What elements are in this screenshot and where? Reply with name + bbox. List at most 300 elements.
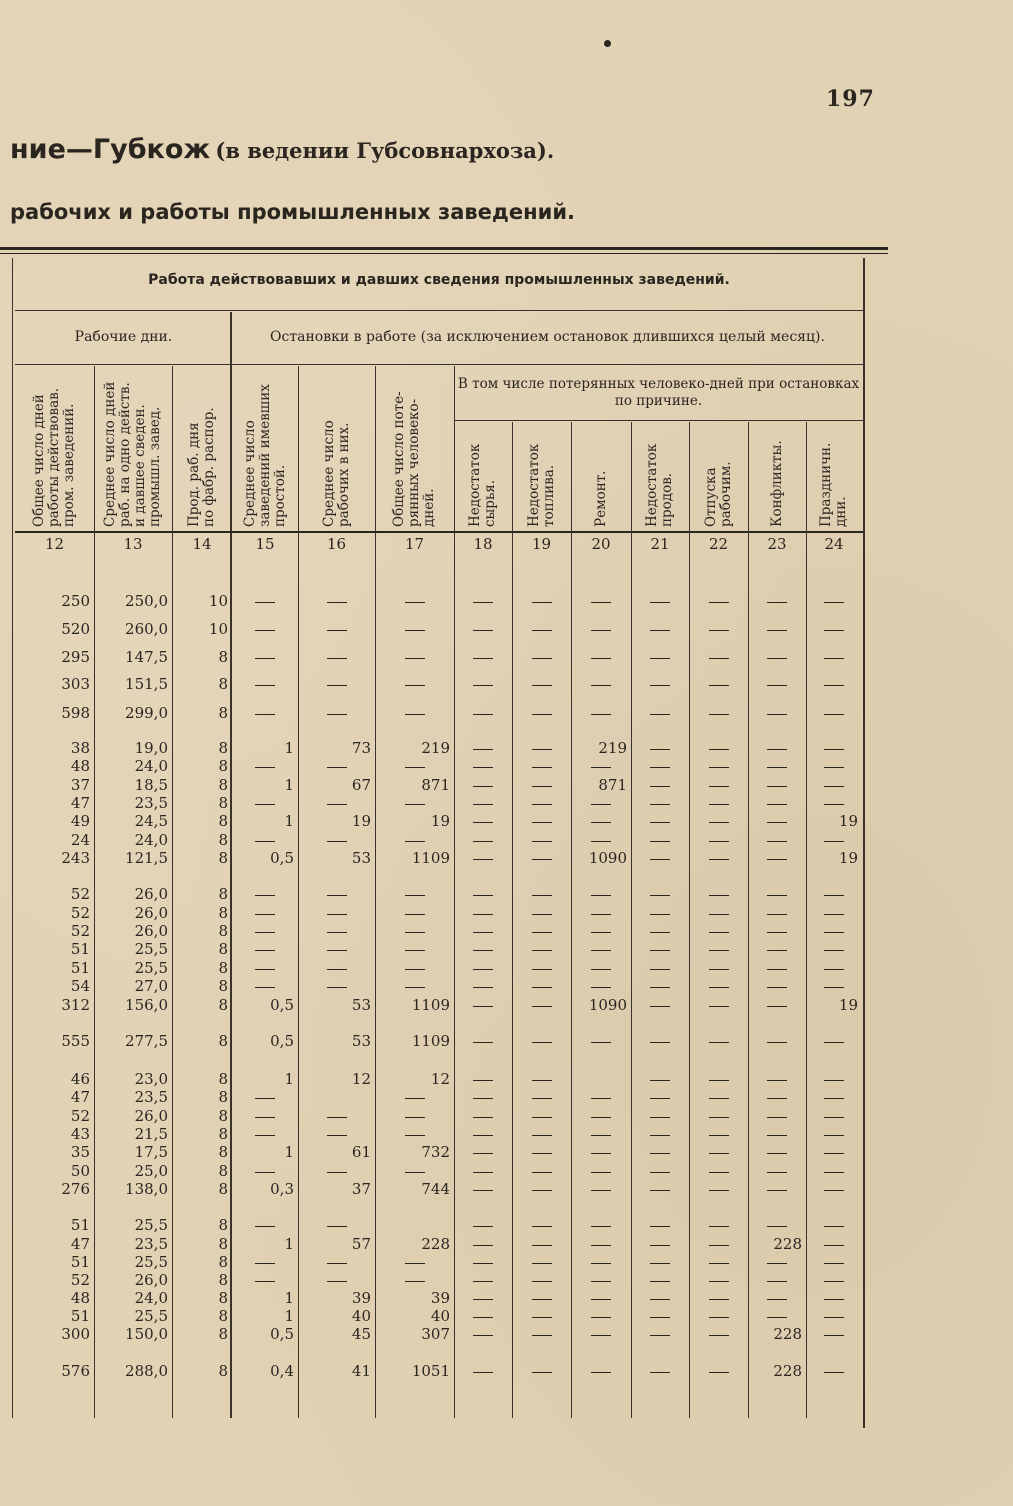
table-cell: 8 xyxy=(218,675,228,693)
dash-mark xyxy=(767,1098,787,1099)
table-cell: 277,5 xyxy=(125,1032,168,1050)
dash-mark xyxy=(709,786,729,787)
dash-mark xyxy=(591,1190,611,1191)
table-cell: 1 xyxy=(284,739,294,757)
dash-mark xyxy=(767,1042,787,1043)
dash-mark xyxy=(767,685,787,686)
table-cell: 47 xyxy=(70,1088,90,1106)
table-cell: 8 xyxy=(218,1325,228,1343)
dash-mark xyxy=(824,1372,844,1373)
dash-mark xyxy=(255,714,275,715)
table-cell: 8 xyxy=(218,704,228,722)
table-cell: 12 xyxy=(351,1070,371,1088)
column-header-line: работы действовав. xyxy=(46,387,62,527)
column-number: 15 xyxy=(255,535,275,553)
dash-mark xyxy=(767,749,787,750)
dash-mark xyxy=(473,1190,493,1191)
column-header-line: рабочих в них. xyxy=(335,422,352,527)
dash-mark xyxy=(532,1006,552,1007)
column-header-line: простой. xyxy=(271,464,288,527)
table-cell: 47 xyxy=(70,794,90,812)
dash-mark xyxy=(824,1190,844,1191)
dash-mark xyxy=(824,987,844,988)
table-cell: 1 xyxy=(284,1070,294,1088)
table-cell: 37 xyxy=(351,1180,371,1198)
dash-mark xyxy=(327,932,347,933)
table-cell: 25,5 xyxy=(134,959,168,977)
table-cell: 21,5 xyxy=(134,1125,168,1143)
dash-mark xyxy=(591,1117,611,1118)
table-cell: 24,0 xyxy=(134,831,168,849)
dash-mark xyxy=(327,602,347,603)
table-cell: 10 xyxy=(208,592,228,610)
table-cell: 8 xyxy=(218,776,228,794)
dash-mark xyxy=(255,685,275,686)
column-header-13 xyxy=(103,368,163,527)
dash-mark xyxy=(650,630,670,631)
ink-dot xyxy=(604,40,611,47)
dash-mark xyxy=(767,822,787,823)
dash-mark xyxy=(650,895,670,896)
dash-mark xyxy=(591,1299,611,1300)
dash-mark xyxy=(405,1263,425,1264)
column-header-line: рянных человеко- xyxy=(406,398,422,527)
dash-mark xyxy=(327,1172,347,1173)
column-number: 13 xyxy=(123,535,143,553)
column-header-line: Праздничн. xyxy=(818,442,834,527)
dash-mark xyxy=(591,1335,611,1336)
dash-mark xyxy=(824,1098,844,1099)
dash-mark xyxy=(327,987,347,988)
dash-mark xyxy=(709,895,729,896)
dash-mark xyxy=(591,1281,611,1282)
dash-mark xyxy=(473,1299,493,1300)
dash-mark xyxy=(767,1263,787,1264)
dash-mark xyxy=(473,1281,493,1282)
dash-mark xyxy=(767,1190,787,1191)
column-header-14 xyxy=(187,368,217,527)
dash-mark xyxy=(473,822,493,823)
dash-mark xyxy=(650,1281,670,1282)
column-number: 16 xyxy=(326,535,347,553)
dash-mark xyxy=(532,1226,552,1227)
dash-mark xyxy=(473,658,493,659)
dash-mark xyxy=(255,658,275,659)
dash-mark xyxy=(532,1299,552,1300)
group-working-days: Рабочие дни. xyxy=(74,329,173,345)
column-number: 21 xyxy=(650,535,670,553)
dash-mark xyxy=(405,969,425,970)
dash-mark xyxy=(532,914,552,915)
dash-mark xyxy=(591,1135,611,1136)
dash-mark xyxy=(824,914,844,915)
dash-mark xyxy=(473,932,493,933)
table-cell: 8 xyxy=(218,1032,228,1050)
table-cell: 25,5 xyxy=(134,1253,168,1271)
dash-mark xyxy=(824,1299,844,1300)
table-cell: 228 xyxy=(773,1235,802,1253)
dash-mark xyxy=(327,1281,347,1282)
table-cell: 228 xyxy=(773,1325,802,1343)
dash-mark xyxy=(650,932,670,933)
table-cell: 8 xyxy=(218,1271,228,1289)
table-cell: 0,5 xyxy=(270,849,294,867)
table-cell: 23,5 xyxy=(134,1088,168,1106)
dash-mark xyxy=(473,841,493,842)
dash-mark xyxy=(767,1226,787,1227)
table-cell: 18,5 xyxy=(134,776,168,794)
group-underline xyxy=(15,364,863,365)
table-cell: 8 xyxy=(218,1253,228,1271)
table-cell: 1 xyxy=(284,1307,294,1325)
column-number: 14 xyxy=(192,535,212,553)
title-note: (в ведении Губсовнархоза). xyxy=(215,138,555,163)
dash-mark xyxy=(709,767,729,768)
dash-mark xyxy=(255,804,275,805)
dash-mark xyxy=(767,1299,787,1300)
dash-mark xyxy=(767,786,787,787)
table-cell: 156,0 xyxy=(125,996,168,1014)
table-cell: 52 xyxy=(70,904,90,922)
table-cell: 51 xyxy=(70,1307,90,1325)
dash-mark xyxy=(767,1135,787,1136)
table-cell: 24,0 xyxy=(134,757,168,775)
table-cell: 8 xyxy=(218,959,228,977)
dash-mark xyxy=(473,1372,493,1373)
table-cell: 25,0 xyxy=(134,1162,168,1180)
dash-mark xyxy=(709,1335,729,1336)
table-cell: 51 xyxy=(70,959,90,977)
dash-mark xyxy=(532,969,552,970)
table-cell: 67 xyxy=(351,776,371,794)
table-cell: 23,5 xyxy=(134,794,168,812)
dash-mark xyxy=(709,1281,729,1282)
dash-mark xyxy=(473,1317,493,1318)
dash-mark xyxy=(532,1317,552,1318)
table-cell: 24 xyxy=(70,831,90,849)
dash-mark xyxy=(473,749,493,750)
column-divider-22 xyxy=(689,422,690,1418)
dash-mark xyxy=(327,1135,347,1136)
dash-mark xyxy=(709,1317,729,1318)
table-cell: 8 xyxy=(218,739,228,757)
table-cell: 8 xyxy=(218,794,228,812)
table-cell: 0,5 xyxy=(270,1325,294,1343)
dash-mark xyxy=(650,1135,670,1136)
table-cell: 250 xyxy=(61,592,90,610)
column-header-23 xyxy=(770,424,785,527)
dash-mark xyxy=(591,969,611,970)
dash-mark xyxy=(824,1317,844,1318)
table-cell: 295 xyxy=(61,648,90,666)
table-cell: 23,5 xyxy=(134,1235,168,1253)
dash-mark xyxy=(473,1042,493,1043)
dash-mark xyxy=(327,895,347,896)
dash-mark xyxy=(473,804,493,805)
dash-mark xyxy=(709,1098,729,1099)
column-header-line: Недостаток xyxy=(525,443,542,527)
table-cell: 0,5 xyxy=(270,996,294,1014)
dash-mark xyxy=(767,987,787,988)
dash-mark xyxy=(709,630,729,631)
dash-mark xyxy=(824,1245,844,1246)
dash-mark xyxy=(709,1117,729,1118)
column-header-line: Общее число дней xyxy=(31,394,47,527)
table-cell: 49 xyxy=(70,812,90,830)
dash-mark xyxy=(532,1098,552,1099)
table-cell: 27,0 xyxy=(134,977,168,995)
table-cell: 219 xyxy=(598,739,627,757)
dash-mark xyxy=(255,1263,275,1264)
table-cell: 37 xyxy=(70,776,90,794)
table-cell: 26,0 xyxy=(134,904,168,922)
dash-mark xyxy=(709,950,729,951)
table-cell: 744 xyxy=(421,1180,450,1198)
dash-mark xyxy=(824,630,844,631)
table-cell: 73 xyxy=(351,739,371,757)
dash-mark xyxy=(824,895,844,896)
table-border-right xyxy=(863,258,865,1428)
dash-mark xyxy=(532,841,552,842)
dash-mark xyxy=(532,1372,552,1373)
table-cell: 1 xyxy=(284,812,294,830)
dash-mark xyxy=(650,1245,670,1246)
table-cell: 51 xyxy=(70,940,90,958)
dash-mark xyxy=(327,969,347,970)
table-cell: 8 xyxy=(218,904,228,922)
dash-mark xyxy=(532,786,552,787)
table-cell: 24,0 xyxy=(134,1289,168,1307)
dash-mark xyxy=(824,1117,844,1118)
header-bottom-rule xyxy=(15,531,863,533)
dash-mark xyxy=(709,1042,729,1043)
dash-mark xyxy=(473,1098,493,1099)
column-header-19 xyxy=(527,424,557,527)
dash-mark xyxy=(255,969,275,970)
column-number: 19 xyxy=(531,535,552,553)
table-cell: 26,0 xyxy=(134,1271,168,1289)
table-cell: 150,0 xyxy=(125,1325,168,1343)
dash-mark xyxy=(824,1281,844,1282)
table-cell: 52 xyxy=(70,1107,90,1125)
dash-mark xyxy=(473,1263,493,1264)
dash-mark xyxy=(650,1080,670,1081)
group-reasons: В том числе потерянных человеко-дней при остановках по причине. xyxy=(457,376,860,409)
table-cell: 299,0 xyxy=(125,704,168,722)
dash-mark xyxy=(327,685,347,686)
column-header-24 xyxy=(819,424,849,527)
table-cell: 250,0 xyxy=(125,592,168,610)
dash-mark xyxy=(709,1080,729,1081)
column-number: 18 xyxy=(473,535,493,553)
dash-mark xyxy=(327,841,347,842)
dash-mark xyxy=(473,950,493,951)
dash-mark xyxy=(767,1317,787,1318)
column-divider-23 xyxy=(748,422,749,1418)
table-cell: 871 xyxy=(421,776,450,794)
dash-mark xyxy=(767,914,787,915)
dash-mark xyxy=(591,767,611,768)
table-cell: 53 xyxy=(351,1032,371,1050)
table-cell: 8 xyxy=(218,831,228,849)
dash-mark xyxy=(767,950,787,951)
column-header-line: Среднее число xyxy=(320,420,337,527)
dash-mark xyxy=(255,841,275,842)
dash-mark xyxy=(591,658,611,659)
table-cell: 8 xyxy=(218,849,228,867)
dash-mark xyxy=(650,1317,670,1318)
table-cell: 303 xyxy=(61,675,90,693)
dash-mark xyxy=(767,1080,787,1081)
table-cell: 51 xyxy=(70,1216,90,1234)
dash-mark xyxy=(824,950,844,951)
dash-mark xyxy=(591,932,611,933)
dash-mark xyxy=(709,1190,729,1191)
dash-mark xyxy=(709,1135,729,1136)
dash-mark xyxy=(473,1135,493,1136)
table-cell: 228 xyxy=(421,1235,450,1253)
table-cell: 228 xyxy=(773,1362,802,1380)
table-cell: 576 xyxy=(61,1362,90,1380)
table-cell: 151,5 xyxy=(125,675,168,693)
table-cell: 288,0 xyxy=(125,1362,168,1380)
dash-mark xyxy=(709,969,729,970)
table-cell: 26,0 xyxy=(134,922,168,940)
dash-mark xyxy=(709,658,729,659)
dash-mark xyxy=(473,1117,493,1118)
top-rule-thick xyxy=(0,247,888,250)
dash-mark xyxy=(824,932,844,933)
column-header-line: раб. на одно действ. xyxy=(117,382,133,527)
table-cell: 54 xyxy=(70,977,90,995)
dash-mark xyxy=(650,841,670,842)
dash-mark xyxy=(532,1335,552,1336)
table-cell: 8 xyxy=(218,1162,228,1180)
dash-mark xyxy=(327,950,347,951)
dash-mark xyxy=(650,786,670,787)
dash-mark xyxy=(532,658,552,659)
dash-mark xyxy=(405,932,425,933)
table-cell: 8 xyxy=(218,922,228,940)
table-cell: 17,5 xyxy=(134,1143,168,1161)
dash-mark xyxy=(473,895,493,896)
title-main: ние—Губкож xyxy=(10,134,211,165)
column-header-18 xyxy=(468,424,498,527)
table-cell: 8 xyxy=(218,648,228,666)
dash-mark xyxy=(767,714,787,715)
dash-mark xyxy=(327,1263,347,1264)
table-cell: 8 xyxy=(218,812,228,830)
column-header-line: и давшее сведен. xyxy=(132,404,148,527)
group-stoppages: Остановки в работе (за исключением остановок длившихся целый месяц). xyxy=(270,329,825,345)
dash-mark xyxy=(591,685,611,686)
dash-mark xyxy=(591,895,611,896)
table-cell: 8 xyxy=(218,940,228,958)
dash-mark xyxy=(709,1153,729,1154)
table-cell: 138,0 xyxy=(125,1180,168,1198)
table-cell: 147,5 xyxy=(125,648,168,666)
column-header-12 xyxy=(32,368,77,527)
column-header-line: заведений имевших xyxy=(256,384,273,527)
column-header-line: Общее число поте- xyxy=(391,391,407,527)
dash-mark xyxy=(824,1335,844,1336)
dash-mark xyxy=(767,767,787,768)
dash-mark xyxy=(532,1153,552,1154)
dash-mark xyxy=(255,602,275,603)
table-cell: 52 xyxy=(70,885,90,903)
dash-mark xyxy=(650,1299,670,1300)
dash-mark xyxy=(709,822,729,823)
dash-mark xyxy=(650,1190,670,1191)
dash-mark xyxy=(824,1080,844,1081)
table-cell: 1109 xyxy=(411,996,450,1014)
dash-mark xyxy=(532,1245,552,1246)
table-cell: 8 xyxy=(218,1143,228,1161)
dash-mark xyxy=(650,914,670,915)
column-number: 24 xyxy=(824,535,844,553)
dash-mark xyxy=(473,714,493,715)
table-cell: 48 xyxy=(70,757,90,775)
table-cell: 0,4 xyxy=(270,1362,294,1380)
page-subtitle: рабочих и работы промышленных заведений. xyxy=(10,200,576,224)
dash-mark xyxy=(650,602,670,603)
dash-mark xyxy=(327,914,347,915)
table-cell: 8 xyxy=(218,757,228,775)
dash-mark xyxy=(709,1006,729,1007)
column-header-line: Прод. раб. дня xyxy=(186,422,202,527)
dash-mark xyxy=(532,767,552,768)
column-header-line: топлива. xyxy=(540,464,557,527)
dash-mark xyxy=(591,914,611,915)
dash-mark xyxy=(767,1172,787,1173)
column-header-line: сырья. xyxy=(482,479,498,527)
dash-mark xyxy=(255,1172,275,1173)
dash-mark xyxy=(327,658,347,659)
column-header-line: продов. xyxy=(659,472,675,527)
column-header-line: по фабр. распор. xyxy=(201,407,217,527)
table-cell: 26,0 xyxy=(134,885,168,903)
column-number: 20 xyxy=(591,535,611,553)
dash-mark xyxy=(591,630,611,631)
table-cell: 0,5 xyxy=(270,1032,294,1050)
dash-mark xyxy=(824,804,844,805)
dash-mark xyxy=(405,1117,425,1118)
table-cell: 38 xyxy=(70,739,90,757)
dash-mark xyxy=(650,767,670,768)
column-header-line: Среднее число xyxy=(241,420,258,527)
dash-mark xyxy=(405,804,425,805)
table-cell: 1 xyxy=(284,1235,294,1253)
dash-mark xyxy=(532,895,552,896)
dash-mark xyxy=(327,1117,347,1118)
dash-mark xyxy=(650,685,670,686)
column-divider-19 xyxy=(512,422,513,1418)
dash-mark xyxy=(255,1117,275,1118)
column-header-21 xyxy=(645,424,675,527)
table-cell: 51 xyxy=(70,1253,90,1271)
column-header-22 xyxy=(704,424,734,527)
column-number: 12 xyxy=(44,535,65,553)
column-header-line: пром. заведений. xyxy=(61,403,77,527)
dash-mark xyxy=(650,859,670,860)
dash-mark xyxy=(824,1172,844,1173)
table-cell: 40 xyxy=(430,1307,450,1325)
table-cell: 52 xyxy=(70,922,90,940)
table-cell: 260,0 xyxy=(125,620,168,638)
dash-mark xyxy=(767,1281,787,1282)
table-cell: 40 xyxy=(351,1307,371,1325)
table-cell: 48 xyxy=(70,1289,90,1307)
